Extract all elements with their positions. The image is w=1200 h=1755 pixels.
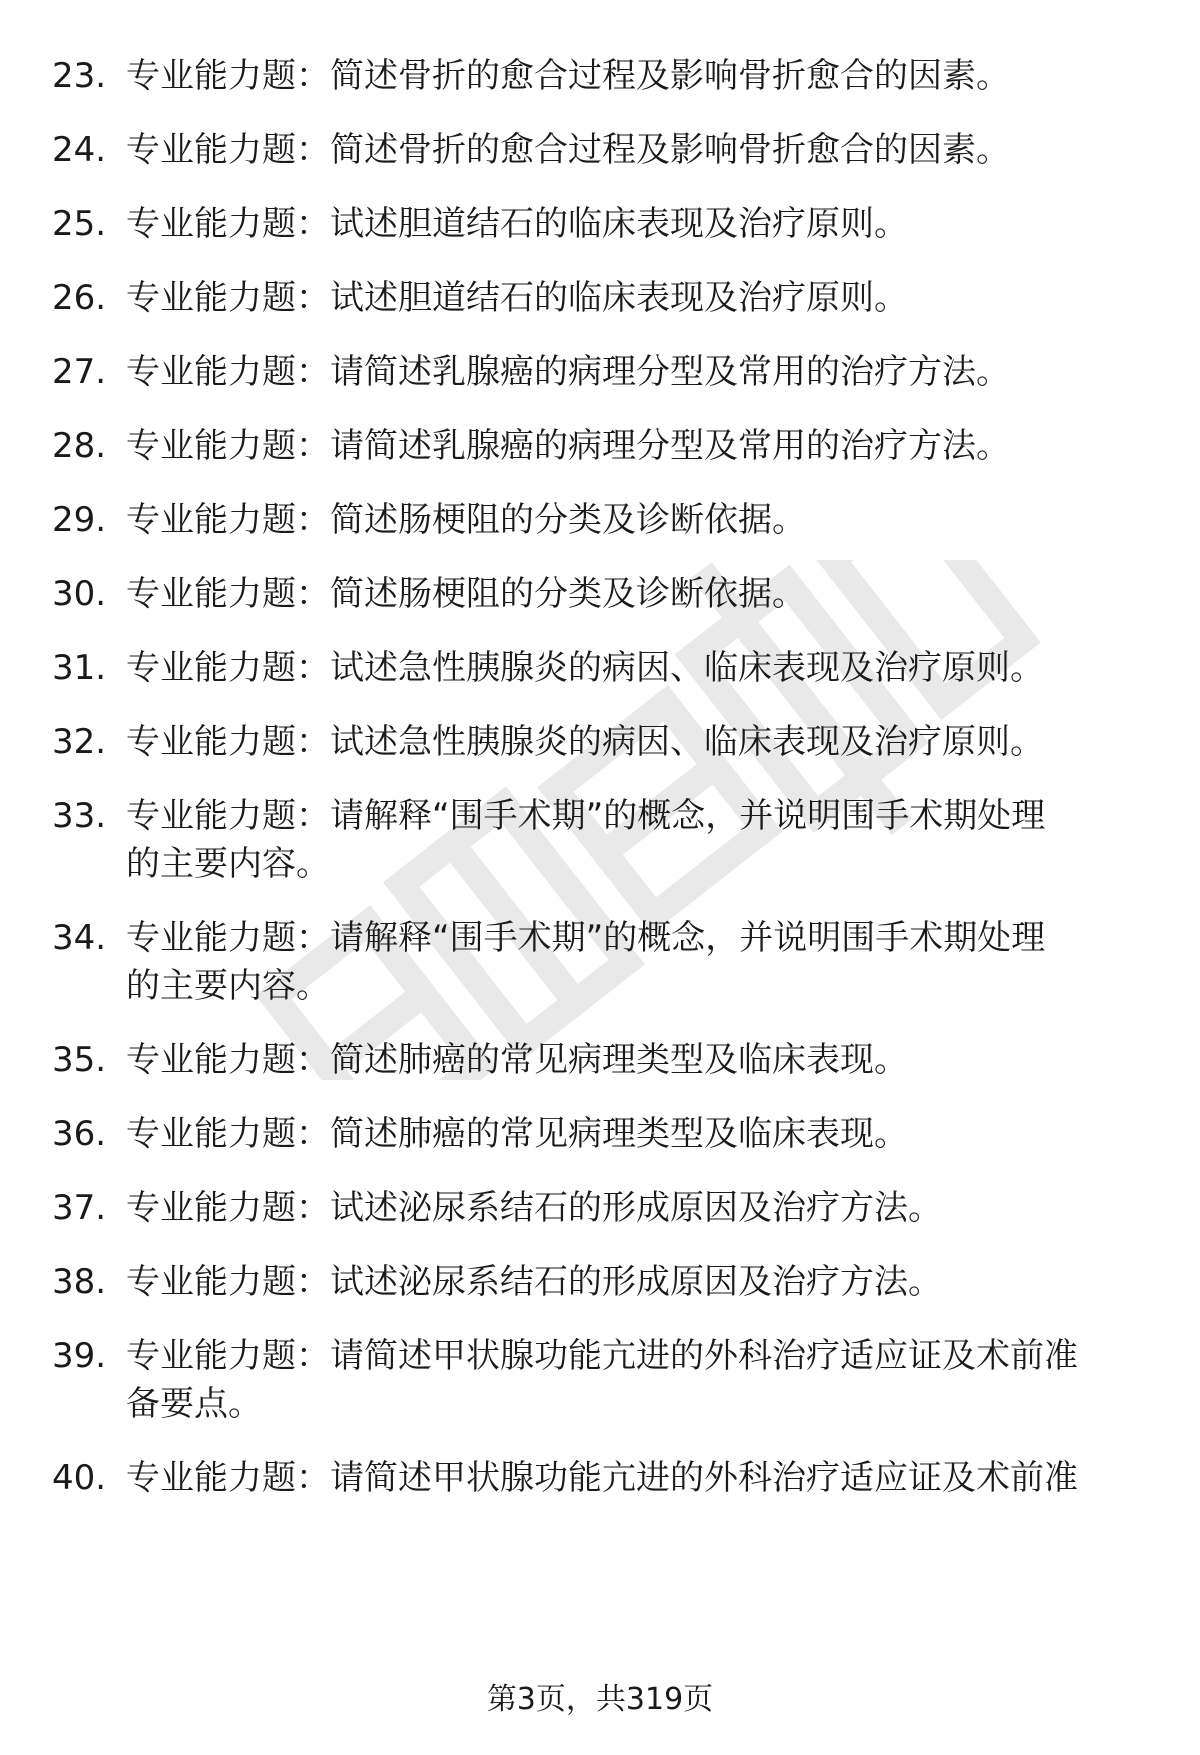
question-text-line: 专业能力题：试述泌尿系结石的形成原因及治疗方法。: [126, 1188, 942, 1228]
question-text: [126, 644, 1146, 692]
question-number: 29.: [52, 500, 107, 540]
question-item: [0, 1110, 1200, 1158]
question-text-line: 专业能力题：请简述乳腺癌的病理分型及常用的治疗方法。: [126, 352, 1010, 392]
question-text-line: 的主要内容。: [126, 844, 330, 884]
question-text: [126, 126, 1146, 174]
question-text-line: 专业能力题：请简述乳腺癌的病理分型及常用的治疗方法。: [126, 426, 1010, 466]
question-text: [126, 1454, 1146, 1502]
question-text-line: 专业能力题：请简述甲状腺功能亢进的外科治疗适应证及术前准: [126, 1458, 1078, 1498]
question-text: [126, 1036, 1146, 1084]
question-item: [0, 1258, 1200, 1306]
question-text: [126, 570, 1146, 618]
question-item: [0, 1184, 1200, 1232]
question-text: [126, 422, 1146, 470]
question-text-line: 专业能力题：请解释“围手术期”的概念，并说明围手术期处理: [126, 918, 1046, 958]
question-item: [0, 52, 1200, 100]
question-number: 31.: [52, 648, 107, 688]
question-item: [0, 792, 1200, 888]
question-item: [0, 718, 1200, 766]
question-number: 39.: [52, 1336, 107, 1376]
page-footer: 第3页，共319页: [486, 1682, 714, 1717]
question-text: [126, 200, 1146, 248]
question-number: 37.: [52, 1188, 107, 1228]
question-text: [126, 792, 1146, 888]
question-text-line: 专业能力题：试述急性胰腺炎的病因、临床表现及治疗原则。: [126, 722, 1044, 762]
question-item: [0, 570, 1200, 618]
question-text-line: 专业能力题：简述肺癌的常见病理类型及临床表现。: [126, 1040, 908, 1080]
question-number: 24.: [52, 130, 107, 170]
question-item: [0, 1332, 1200, 1428]
question-item: [0, 126, 1200, 174]
question-number: 28.: [52, 426, 107, 466]
question-item: [0, 644, 1200, 692]
question-number: 30.: [52, 574, 107, 614]
question-text: [126, 274, 1146, 322]
question-text: [126, 914, 1146, 1010]
question-text: [126, 52, 1146, 100]
question-item: [0, 200, 1200, 248]
question-text: [126, 496, 1146, 544]
question-text-line: 专业能力题：请解释“围手术期”的概念，并说明围手术期处理: [126, 796, 1046, 836]
question-number: 40.: [52, 1458, 107, 1498]
question-text-line: 专业能力题：简述肠梗阻的分类及诊断依据。: [126, 574, 806, 614]
question-text-line: 专业能力题：试述胆道结石的临床表现及治疗原则。: [126, 204, 908, 244]
question-number: 25.: [52, 204, 107, 244]
question-number: 23.: [52, 56, 107, 96]
question-text-line: 专业能力题：简述骨折的愈合过程及影响骨折愈合的因素。: [126, 56, 1010, 96]
question-text-line: 专业能力题：试述急性胰腺炎的病因、临床表现及治疗原则。: [126, 648, 1044, 688]
question-text: [126, 1110, 1146, 1158]
question-text: [126, 1184, 1146, 1232]
question-text-line: 专业能力题：简述肺癌的常见病理类型及临床表现。: [126, 1114, 908, 1154]
question-item: [0, 1036, 1200, 1084]
question-text-line: 备要点。: [126, 1384, 262, 1424]
question-item: [0, 274, 1200, 322]
question-number: 33.: [52, 796, 107, 836]
question-number: 27.: [52, 352, 107, 392]
question-text-line: 专业能力题：试述泌尿系结石的形成原因及治疗方法。: [126, 1262, 942, 1302]
question-number: 35.: [52, 1040, 107, 1080]
question-text-line: 专业能力题：请简述甲状腺功能亢进的外科治疗适应证及术前准: [126, 1336, 1078, 1376]
question-text-line: 专业能力题：试述胆道结石的临床表现及治疗原则。: [126, 278, 908, 318]
question-number: 26.: [52, 278, 107, 318]
question-number: 34.: [52, 918, 107, 958]
question-text: [126, 718, 1146, 766]
question-text: [126, 1258, 1146, 1306]
question-text-line: 的主要内容。: [126, 966, 330, 1006]
question-number: 36.: [52, 1114, 107, 1154]
question-text-line: 专业能力题：简述肠梗阻的分类及诊断依据。: [126, 500, 806, 540]
question-item: [0, 496, 1200, 544]
question-text: [126, 348, 1146, 396]
question-item: [0, 422, 1200, 470]
question-text-line: 专业能力题：简述骨折的愈合过程及影响骨折愈合的因素。: [126, 130, 1010, 170]
question-number: 32.: [52, 722, 107, 762]
question-item: [0, 348, 1200, 396]
question-item: [0, 1454, 1200, 1502]
question-number: 38.: [52, 1262, 107, 1302]
question-text: [126, 1332, 1146, 1428]
question-item: [0, 914, 1200, 1010]
